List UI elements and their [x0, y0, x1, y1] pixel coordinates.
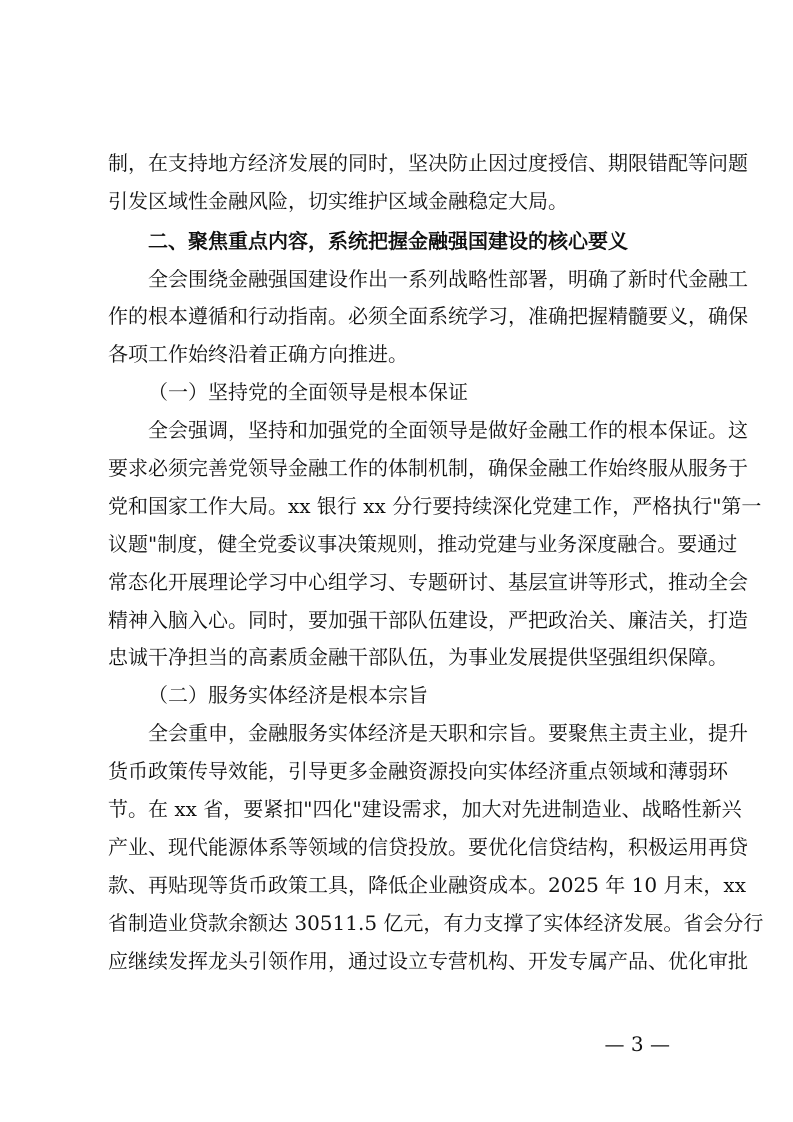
body-text-line: 货币政策传导效能，引导更多金融资源投向实体经济重点领域和薄弱环 — [108, 759, 728, 783]
body-text-line: 节。在 xx 省，要紧扣"四化"建设需求，加大对先进制造业、战略性新兴 — [108, 797, 742, 821]
body-text-line: 应继续发挥龙头引领作用，通过设立专营机构、开发专属产品、优化审批 — [108, 949, 748, 973]
body-text-line: 款、再贴现等货币政策工具，降低企业融资成本。2025 年 10 月末，xx — [108, 873, 746, 897]
body-text-line: 作的根本遵循和行动指南。必须全面系统学习，准确把握精髓要义，确保 — [108, 304, 748, 328]
body-text-line: 产业、现代能源体系等领域的信贷投放。要优化信贷结构，积极运用再贷 — [108, 835, 748, 859]
body-text-line: 忠诚干净担当的高素质金融干部队伍，为事业发展提供坚强组织保障。 — [108, 645, 728, 669]
body-text-line: 制，在支持地方经济发展的同时，坚决防止因过度授信、期限错配等问题 — [108, 151, 748, 175]
subsection-heading: （二）服务实体经济是根本宗旨 — [148, 683, 428, 707]
body-text-line: 常态化开展理论学习中心组学习、专题研讨、基层宣讲等形式，推动全会 — [108, 570, 748, 594]
body-text-line: 全会围绕金融强国建设作出一系列战略性部署，明确了新时代金融工 — [148, 267, 748, 291]
body-text-line: 精神入脑入心。同时，要加强干部队伍建设，严把政治关、廉洁关，打造 — [108, 608, 748, 632]
body-text-line: 引发区域性金融风险，切实维护区域金融稳定大局。 — [108, 189, 568, 213]
body-text-line: 各项工作始终沿着正确方向推进。 — [108, 342, 408, 366]
subsection-heading: （一）坚持党的全面领导是根本保证 — [148, 380, 468, 404]
body-text-line: 省制造业贷款余额达 30511.5 亿元，有力支撑了实体经济发展。省会分行 — [108, 911, 764, 935]
body-text-line: 党和国家工作大局。xx 银行 xx 分行要持续深化党建工作，严格执行"第一 — [108, 494, 762, 518]
section-heading: 二、聚焦重点内容，系统把握金融强国建设的核心要义 — [148, 229, 628, 253]
body-text-line: 全会强调，坚持和加强党的全面领导是做好金融工作的根本保证。这 — [148, 418, 748, 442]
body-text-line: 全会重申，金融服务实体经济是天职和宗旨。要聚焦主责主业，提升 — [148, 721, 748, 745]
body-text-line: 要求必须完善党领导金融工作的体制机制，确保金融工作始终服从服务于 — [108, 456, 748, 480]
page-number: — 3 — — [604, 1032, 670, 1056]
body-text-line: 议题"制度，健全党委议事决策规则，推动党建与业务深度融合。要通过 — [108, 532, 738, 556]
